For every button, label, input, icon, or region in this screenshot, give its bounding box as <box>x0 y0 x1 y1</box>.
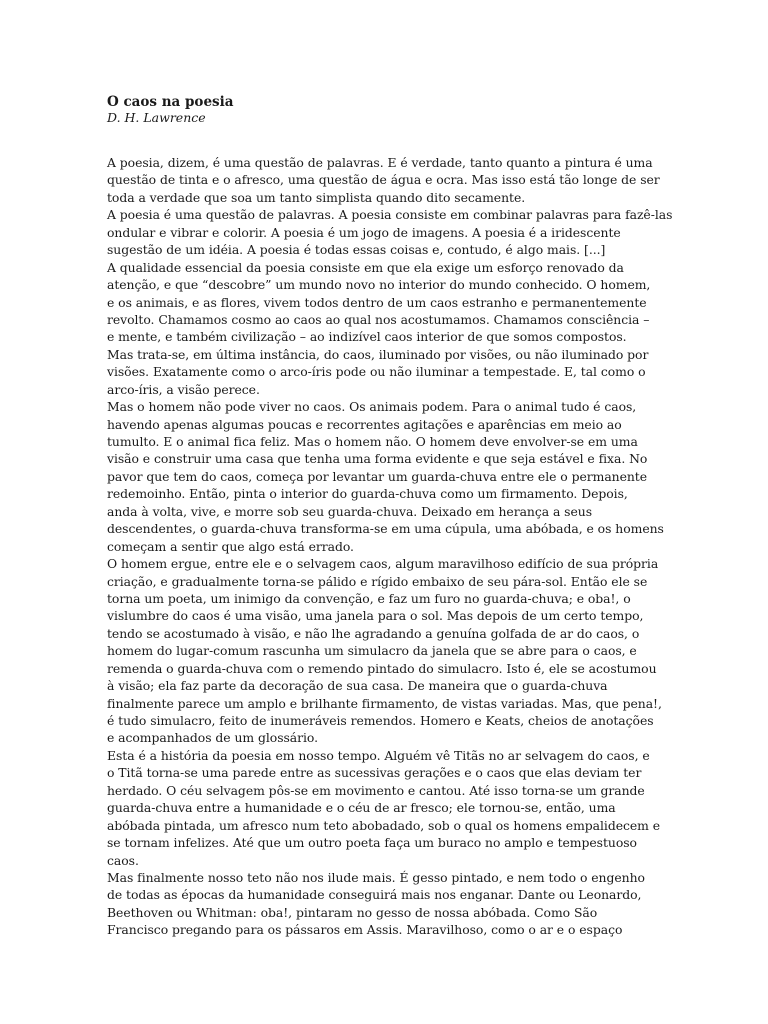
document-body <box>107 154 673 939</box>
text-line: criação, e gradualmente torna-se pálido e rígido embaixo de seu pára-sol. Então ele se <box>107 573 648 589</box>
text-line: Mas o homem não pode viver no caos. Os animais podem. Para o animal tudo é caos, <box>107 399 637 415</box>
text-line: sugestão de um idéia. A poesia é todas essas coisas e, contudo, é algo mais. [...] <box>107 242 606 258</box>
text-line: guarda-chuva entre a humanidade e o céu de ar fresco; ele tornou-se, então, uma <box>107 800 616 816</box>
text-line: arco-íris, a visão perece. <box>107 381 260 397</box>
text-line: se tornam infelizes. Até que um outro poeta faça um buraco no amplo e tempestuoso <box>107 835 637 851</box>
text-line: herdado. O céu selvagem pôs-se em movimento e cantou. Até isso torna-se um grande <box>107 782 645 798</box>
text-line: revolto. Chamamos cosmo ao caos ao qual nos acostumamos. Chamamos consciência – <box>107 311 650 327</box>
document-title: O caos na poesia <box>107 94 234 110</box>
text-line: e acompanhados de um glossário. <box>107 730 319 746</box>
text-line: questão de tinta e o afresco, uma questão de água e ocra. Mas isso está tão longe de ser <box>107 172 660 188</box>
text-line: à visão; ela faz parte da decoração de sua casa. De maneira que o guarda-chuva <box>107 678 608 694</box>
text-line: começam a sentir que algo está errado. <box>107 538 354 554</box>
text-line: e os animais, e as flores, vivem todos dentro de um caos estranho e permanentemente <box>107 294 647 310</box>
text-line: abóbada pintada, um afresco num teto abobadado, sob o qual os homens empalidecem e <box>107 817 661 833</box>
text-line: torna um poeta, um inimigo da convenção, e faz um furo no guarda-chuva; e oba!, o <box>107 590 631 606</box>
text-line: finalmente parece um amplo e brilhante firmamento, de vistas variadas. Mas, que pena!, <box>107 695 662 711</box>
text-line: Esta é a história da poesia em nosso tempo. Alguém vê Titãs no ar selvagem do caos, e <box>107 747 650 763</box>
text-line: remenda o guarda-chuva com o remendo pintado do simulacro. Isto é, ele se acostumou <box>107 660 657 676</box>
text-line: O homem ergue, entre ele e o selvagem caos, algum maravilhoso edifício de sua própria <box>107 556 659 572</box>
text-line: descendentes, o guarda-chuva transforma-se em uma cúpula, uma abóbada, e os homens <box>107 521 664 537</box>
document-author: D. H. Lawrence <box>107 110 206 125</box>
text-line: redemoinho. Então, pinta o interior do guarda-chuva como um firmamento. Depois, <box>107 486 628 502</box>
text-line: Mas trata-se, em última instância, do caos, iluminado por visões, ou não iluminado por <box>107 346 649 362</box>
text-line: o Titã torna-se uma parede entre as sucessivas gerações e o caos que elas deviam ter <box>107 765 642 781</box>
text-line: A poesia, dizem, é uma questão de palavras. E é verdade, tanto quanto a pintura é uma <box>107 155 653 170</box>
text-line: toda a verdade que soa um tanto simplista quando dito secamente. <box>107 189 526 205</box>
text-line: atenção, e que “descobre” um mundo novo no interior do mundo conhecido. O homem, <box>107 277 651 293</box>
text-line: caos. <box>107 852 139 868</box>
text-line: é tudo simulacro, feito de inumeráveis remendos. Homero e Keats, cheios de anotações <box>107 713 654 728</box>
text-line: de todas as épocas da humanidade conseguirá mais nos enganar. Dante ou Leonardo, <box>107 887 642 903</box>
text-line: Mas finalmente nosso teto não nos ilude mais. É gesso pintado, e nem todo o engenho <box>107 869 645 885</box>
text-line: e mente, e também civilização – ao indizível caos interior de que somos compostos. <box>107 329 627 345</box>
text-line: Beethoven ou Whitman: oba!, pintaram no gesso de nossa abóbada. Como São <box>107 904 598 920</box>
text-line: havendo apenas algumas poucas e recorrentes agitações e aparências em meio ao <box>107 416 622 432</box>
text-line: A qualidade essencial da poesia consiste em que ela exige um esforço renovado da <box>107 259 624 275</box>
text-line: visão e construir uma casa que tenha uma forma evidente e que seja estável e fixa. No <box>107 451 648 467</box>
text-line: vislumbre do caos é uma visão, uma janela para o sol. Mas depois de um certo tempo, <box>107 608 644 624</box>
text-line: anda à volta, vive, e morre sob seu guarda-chuva. Deixado em herança a seus <box>107 503 593 519</box>
text-line: Francisco pregando para os pássaros em Assis. Maravilhoso, como o ar e o espaço <box>107 922 623 938</box>
text-line: tendo se acostumado à visão, e não lhe agradando a genuína golfada de ar do caos, o <box>107 625 640 641</box>
text-line: tumulto. E o animal fica feliz. Mas o homem não. O homem deve envolver-se em uma <box>107 434 638 449</box>
text-line: A poesia é uma questão de palavras. A poesia consiste em combinar palavras para fazê-las <box>107 207 673 223</box>
text-line: ondular e vibrar e colorir. A poesia é um jogo de imagens. A poesia é a iridescente <box>107 224 621 240</box>
text-line: pavor que tem do caos, começa por levantar um guarda-chuva entre ele o permanente <box>107 468 648 484</box>
text-line: homem do lugar-comum rascunha um simulacro da janela que se abre para o caos, e <box>107 643 637 659</box>
text-line: visões. Exatamente como o arco-íris pode ou não iluminar a tempestade. E, tal como o <box>107 364 646 380</box>
document-page <box>107 94 673 939</box>
